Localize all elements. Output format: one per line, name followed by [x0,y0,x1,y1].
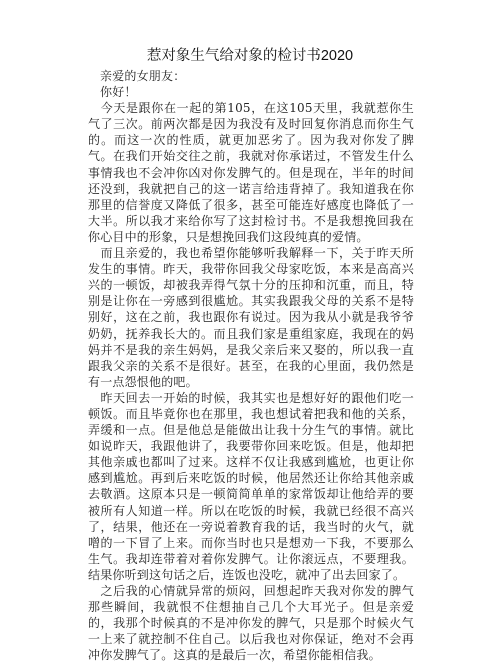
document-body [88,68,414,663]
greeting: 你好！ [100,85,137,100]
document-title: 惹对象生气给对象的检讨书2020 [146,48,354,64]
paragraph-3: 昨天回去一开始的时候，我其实也是想好好的跟他们吃一顿饭。而且毕竟你也在那里，我也想试着把我和他的关系，弄缓和一点。但是他总是能做出让我十分生气的事情。就比如说昨天，我跟他讲了，我要带你回来吃饭。但是，他却把其他亲戚也都叫了过来。这样不仅让我感到尴尬，也更让你感到尴尬。再到后来吃饭的时候，他居然还让你给其他亲戚去敬酒。这原本只是一顿简简单单的家常饭却让他给弄的要被所有人知道一样。所以在吃饭的时候，我就已经很不高兴了，结果，他还在一旁说着教育我的话，我当时的火气，就噌的一下冒了上来。而你当时也只是想劝一下我，不要那么生气。我却连带着对着你发脾气。让你滚远点，不要理我。结果你听到这句话之后，连饭也没吃，就冲了出去回家了。 [88,390,414,582]
paragraph-1: 今天是跟你在一起的第105，在这105天里，我就惹你生气了三次。前两次都是因为我没有及时回复你消息而你生气的。而这一次的性质，就更加恶劣了。因为我对你发了脾气。在我们开始交往之前，我就对你承诺过，不管发生什么事情我也不会冲你凶对你发脾气的。但是现在，半年的时间还没到，我就把自己的这一诺言给违背掉了。我知道我在你那里的信誉度又降低了很多，甚至可能连好感度也降低了一大半。所以我才来给你写了这封检讨书。不是我想挽回我在你心目中的形象，只是想挽回我们这段纯真的爱情。 [88,101,414,244]
paragraph-2: 而且亲爱的，我也希望你能够听我解释一下，关于昨天所发生的事情。昨天，我带你回我父母家吃饭，本来是高高兴兴的一顿饭，却被我弄得气氛十分的压抑和沉重，而且，特别是让你在一旁感到很尴尬。其实我跟我父母的关系不是特别好，这在之前，我也跟你有说过。因为我从小就是我爷爷奶奶，抚养我长大的。而且我们家是重组家庭，我现在的妈妈并不是我的亲生妈妈，是我父亲后来又娶的，所以我一直跟我父亲的关系不是很好。甚至，在我的心里面，我仍然是有一点怨恨他的吧。 [88,246,414,389]
paragraph-4: 之后我的心情就异常的烦闷，回想起昨天我对你发的脾气那些瞬间，我就恨不住想抽自己几个大耳光子。但是亲爱的，我那个时候真的不是冲你发的脾气，只是那个时候火气一上来了就控制不住自己。以后我也对你保证，绝对不会再冲你发脾气了。这真的是最后一次，希望你能相信我。 [88,584,414,663]
salutation: 亲爱的女朋友： [100,69,186,83]
